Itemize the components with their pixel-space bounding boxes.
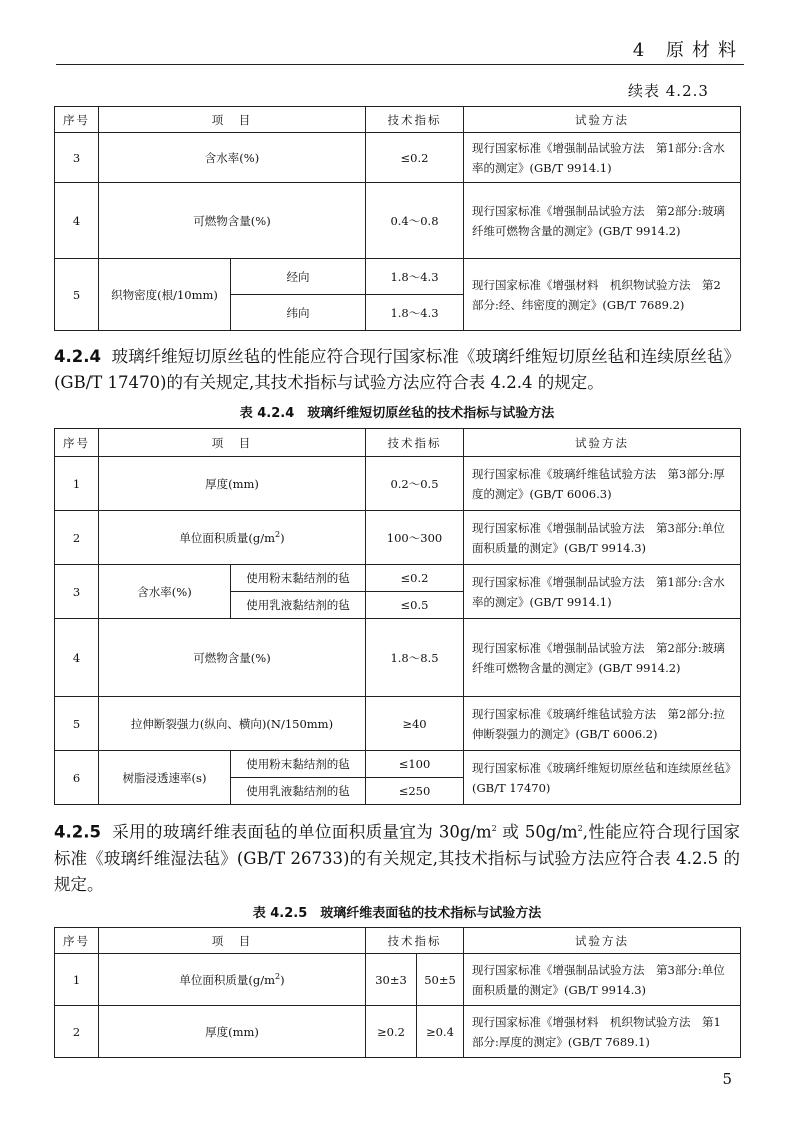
row-method: 现行国家标准《增强制品试验方法 第3部分:单位面积质量的测定》(GB/T 9914.3) <box>464 511 741 565</box>
table-row <box>55 697 741 751</box>
table-row <box>55 259 741 295</box>
row-spec: 0.2～0.5 <box>366 457 464 511</box>
header-item: 项 目 <box>99 429 366 457</box>
section-4-2-5: 4.2.5 采用的玻璃纤维表面毡的单位面积质量宜为 $30g/m^2$ 或 $50g/m^2$,性能应符合现行国家标准《玻璃纤维湿法毡》(GB/T 26733)的有关规定,其技术指标与试验方法应符合表 4.2.5 的规定。 <box>54 822 740 894</box>
row-no: 5 <box>55 697 99 751</box>
row-item: 树脂浸透速率(s) <box>99 751 231 805</box>
header-item: 项 目 <box>99 928 366 954</box>
table-row <box>55 619 741 697</box>
section-4-2-4 <box>54 344 740 396</box>
row-no: 4 <box>55 183 99 259</box>
table-4-2-3 <box>54 106 741 331</box>
table-header-row <box>55 107 741 133</box>
section-number: 4.2.4 <box>54 347 101 366</box>
row-no: 1 <box>55 457 99 511</box>
row-no: 5 <box>55 259 99 331</box>
row-method: 现行国家标准《增强制品试验方法 第1部分:含水率的测定》(GB/T 9914.1) <box>464 133 741 183</box>
row-spec: ≥0.2 <box>366 1006 417 1058</box>
header-item: 项 目 <box>99 107 366 133</box>
row-item: 单位面积质量$(g/m^2)$ <box>99 954 366 1006</box>
row-spec: 1.8～4.3 <box>366 259 464 295</box>
row-no: 2 <box>55 511 99 565</box>
table-row <box>55 751 741 778</box>
row-item: 厚度(mm) <box>99 1006 366 1058</box>
table-row <box>55 565 741 592</box>
row-no: 6 <box>55 751 99 805</box>
row-method: 现行国家标准《增强材料 机织物试验方法 第2部分:经、纬密度的测定》(GB/T 7689.2) <box>464 259 741 331</box>
header-rule <box>56 64 744 65</box>
row-no: 3 <box>55 565 99 619</box>
table-row <box>55 1006 741 1058</box>
header-spec: 技术指标 <box>366 928 464 954</box>
row-item: 含水率(%) <box>99 133 366 183</box>
row-subitem: 使用粉末黏结剂的毡 <box>231 751 366 778</box>
row-item: 拉伸断裂强力(纵向、横向)(N/150mm) <box>99 697 366 751</box>
row-item: 单位面积质量$(g/m^2)$ <box>99 511 366 565</box>
table-row <box>55 954 741 1006</box>
table-row <box>55 183 741 259</box>
row-spec: 50±5 <box>417 954 464 1006</box>
header-spec: 技术指标 <box>366 107 464 133</box>
page-number: 5 <box>722 1070 732 1088</box>
row-spec: ≥0.4 <box>417 1006 464 1058</box>
row-item: 可燃物含量(%) <box>99 183 366 259</box>
row-method: 现行国家标准《玻璃纤维短切原丝毡和连续原丝毡》(GB/T 17470) <box>464 751 741 805</box>
chapter-title: 4 原材料 <box>632 40 744 61</box>
row-spec: ≤0.5 <box>366 592 464 619</box>
continued-label: 续表 4.2.3 <box>628 82 709 100</box>
row-spec: 0.4～0.8 <box>366 183 464 259</box>
row-item: 织物密度(根/10mm) <box>99 259 231 331</box>
row-spec: 1.8～8.5 <box>366 619 464 697</box>
row-spec: ≤0.2 <box>366 133 464 183</box>
header-method: 试验方法 <box>464 107 741 133</box>
table-row <box>55 511 741 565</box>
row-method: 现行国家标准《增强制品试验方法 第3部分:单位面积质量的测定》(GB/T 9914.3) <box>464 954 741 1006</box>
row-subitem: 使用乳液黏结剂的毡 <box>231 778 366 805</box>
row-method: 现行国家标准《增强制品试验方法 第1部分:含水率的测定》(GB/T 9914.1) <box>464 565 741 619</box>
row-no: 1 <box>55 954 99 1006</box>
row-spec: 100～300 <box>366 511 464 565</box>
header-method: 试验方法 <box>464 928 741 954</box>
row-method: 现行国家标准《玻璃纤维毡试验方法 第2部分:拉伸断裂强力的测定》(GB/T 6006.2) <box>464 697 741 751</box>
header-no: 序号 <box>55 107 99 133</box>
header-spec: 技术指标 <box>366 429 464 457</box>
row-subitem: 纬向 <box>231 295 366 331</box>
row-no: 3 <box>55 133 99 183</box>
row-spec: ≤0.2 <box>366 565 464 592</box>
header-no: 序号 <box>55 928 99 954</box>
table-row <box>55 457 741 511</box>
row-method: 现行国家标准《增强材料 机织物试验方法 第1部分:厚度的测定》(GB/T 7689.1) <box>464 1006 741 1058</box>
row-subitem: 使用乳液黏结剂的毡 <box>231 592 366 619</box>
row-no: 2 <box>55 1006 99 1058</box>
section-text: 玻璃纤维短切原丝毡的性能应符合现行国家标准《玻璃纤维短切原丝毡和连续原丝毡》(GB/T 17470)的有关规定,其技术指标与试验方法应符合表 4.2.4 的规定。 <box>54 347 741 392</box>
table-header-row <box>55 928 741 954</box>
row-item: 厚度(mm) <box>99 457 366 511</box>
header-no: 序号 <box>55 429 99 457</box>
row-item: 含水率(%) <box>99 565 231 619</box>
row-spec: 1.8～4.3 <box>366 295 464 331</box>
table-4-2-4 <box>54 428 741 805</box>
table-header-row <box>55 429 741 457</box>
section-number: 4.2.5 <box>54 822 101 842</box>
table-caption: 表 4.2.5 玻璃纤维表面毡的技术指标与试验方法 <box>252 906 542 921</box>
row-spec: ≥40 <box>366 697 464 751</box>
table-caption: 表 4.2.4 玻璃纤维短切原丝毡的技术指标与试验方法 <box>239 406 555 421</box>
row-subitem: 使用粉末黏结剂的毡 <box>231 565 366 592</box>
row-no: 4 <box>55 619 99 697</box>
table-row <box>55 133 741 183</box>
row-item: 可燃物含量(%) <box>99 619 366 697</box>
row-method: 现行国家标准《增强制品试验方法 第2部分:玻璃纤维可燃物含量的测定》(GB/T 9914.2) <box>464 183 741 259</box>
row-spec: ≤100 <box>366 751 464 778</box>
header-method: 试验方法 <box>464 429 741 457</box>
row-spec: ≤250 <box>366 778 464 805</box>
table-4-2-5 <box>54 927 741 1058</box>
row-subitem: 经向 <box>231 259 366 295</box>
row-method: 现行国家标准《玻璃纤维毡试验方法 第3部分:厚度的测定》(GB/T 6006.3) <box>464 457 741 511</box>
row-spec: 30±3 <box>366 954 417 1006</box>
row-method: 现行国家标准《增强制品试验方法 第2部分:玻璃纤维可燃物含量的测定》(GB/T 9914.2) <box>464 619 741 697</box>
